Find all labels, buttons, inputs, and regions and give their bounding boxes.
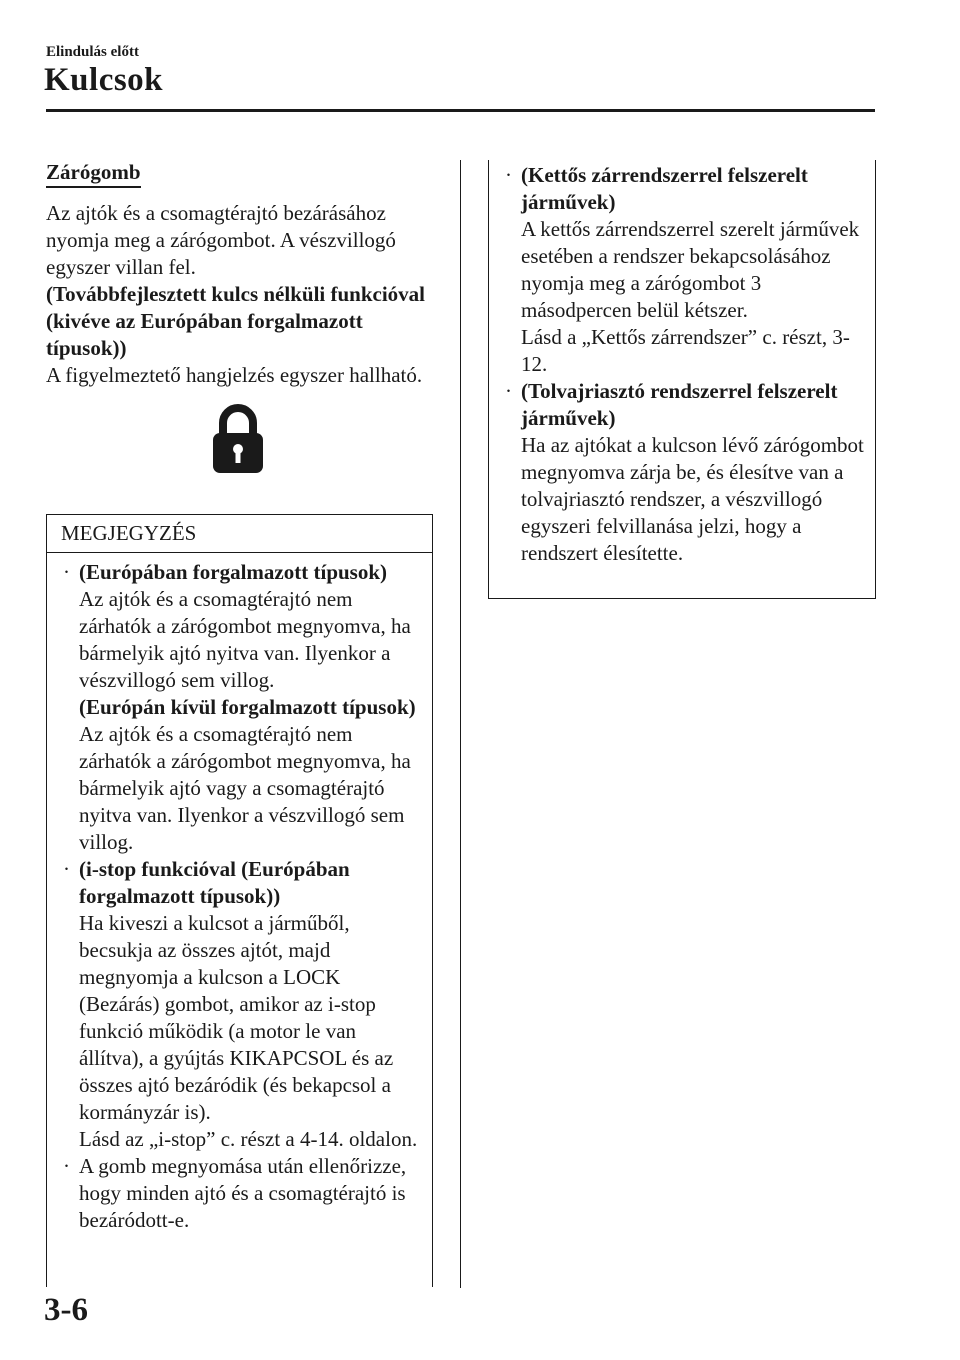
- item-condition: (Tolvajriasztó rendszerrel felszerelt járművek): [521, 379, 838, 430]
- item-reference: Lásd az „i-stop” c. részt a 4-14. oldalon.: [79, 1127, 418, 1151]
- note-box: [46, 514, 433, 1287]
- header-rule: [46, 109, 875, 112]
- list-item: [499, 162, 867, 378]
- note-body: [47, 553, 432, 1234]
- item-text: Ha kiveszi a kulcsot a járműből, becsukja az összes ajtót, majd megnyomja a kulcson a LOCK (Bezárás) gombot, amikor az i-stop funkció működik (a motor le van állítva), a gyújtás KIKAPCSOL és az összes ajtó bezáródik (és bekapcsol a kormányzár is).: [79, 911, 394, 1124]
- list-item: [57, 1153, 424, 1234]
- item-condition: (Európán kívül forgalmazott típusok): [79, 695, 416, 719]
- bullet-dot: ·: [505, 163, 512, 187]
- bullet-dot: ·: [63, 560, 70, 584]
- right-note-body: [489, 160, 875, 567]
- item-text: Az ajtók és a csomagtérajtó nem zárhatók a zárógombot megnyomva, ha bármelyik ajtó nyitva van. Ilyenkor a vészvillogó sem villog.: [79, 587, 411, 692]
- item-text: Ha az ajtókat a kulcson lévő zárógombot megnyomva zárja be, és élesítve van a tolvajriasztó rendszer, a vészvillogó egyszeri felvillanása jelzi, hogy a rendszert élesítette.: [521, 433, 864, 565]
- section-title: Zárógomb: [46, 160, 141, 188]
- list-item: [57, 856, 424, 1153]
- item-condition: (Kettős zárrendszerrel felszerelt járművek): [521, 163, 808, 214]
- item-text: Az ajtók és a csomagtérajtó nem zárhatók a zárógombot megnyomva, ha bármelyik ajtó vagy a csomagtérajtó nyitva van. Ilyenkor a vészvillogó sem villog.: [79, 722, 411, 854]
- page-number: 3-6: [44, 1292, 88, 1328]
- item-condition: (Európában forgalmazott típusok): [79, 560, 388, 584]
- warning-text: A figyelmeztető hangjelzés egyszer hallható.: [46, 363, 423, 387]
- breadcrumb: Elindulás előtt: [46, 44, 139, 60]
- keyless-condition: (Továbbfejlesztett kulcs nélküli funkcióval (kivéve az Európában forgalmazott típusok)): [46, 282, 426, 360]
- item-condition: (i-stop funkcióval (Európában forgalmazott típusok)): [79, 857, 350, 908]
- list-item: [499, 378, 867, 567]
- item-text: A kettős zárrendszerrel szerelt járművek esetében a rendszer bekapcsolásához nyomja meg a zárógombot 3 másodpercen belül kétszer.: [521, 217, 860, 322]
- bullet-dot: ·: [505, 379, 512, 403]
- list-item: [57, 559, 424, 856]
- intro-text: Az ajtók és a csomagtérajtó bezárásához nyomja meg a zárógombot. A vészvillogó egyszer villan fel.: [46, 201, 396, 279]
- bullet-dot: ·: [63, 1154, 70, 1178]
- item-reference: Lásd a „Kettős zárrendszer” c. részt, 3-12.: [521, 325, 850, 376]
- page-title: Kulcsok: [44, 62, 164, 98]
- note-heading: MEGJEGYZÉS: [47, 515, 432, 553]
- left-column: [46, 160, 432, 497]
- lock-illustration: [46, 389, 432, 497]
- right-note-box: [488, 160, 876, 599]
- item-text: A gomb megnyomása után ellenőrizze, hogy minden ajtó és a csomagtérajtó is bezáródott-e.: [79, 1154, 407, 1232]
- bullet-dot: ·: [63, 857, 70, 881]
- column-divider: [460, 160, 461, 1288]
- lock-icon: [211, 401, 265, 475]
